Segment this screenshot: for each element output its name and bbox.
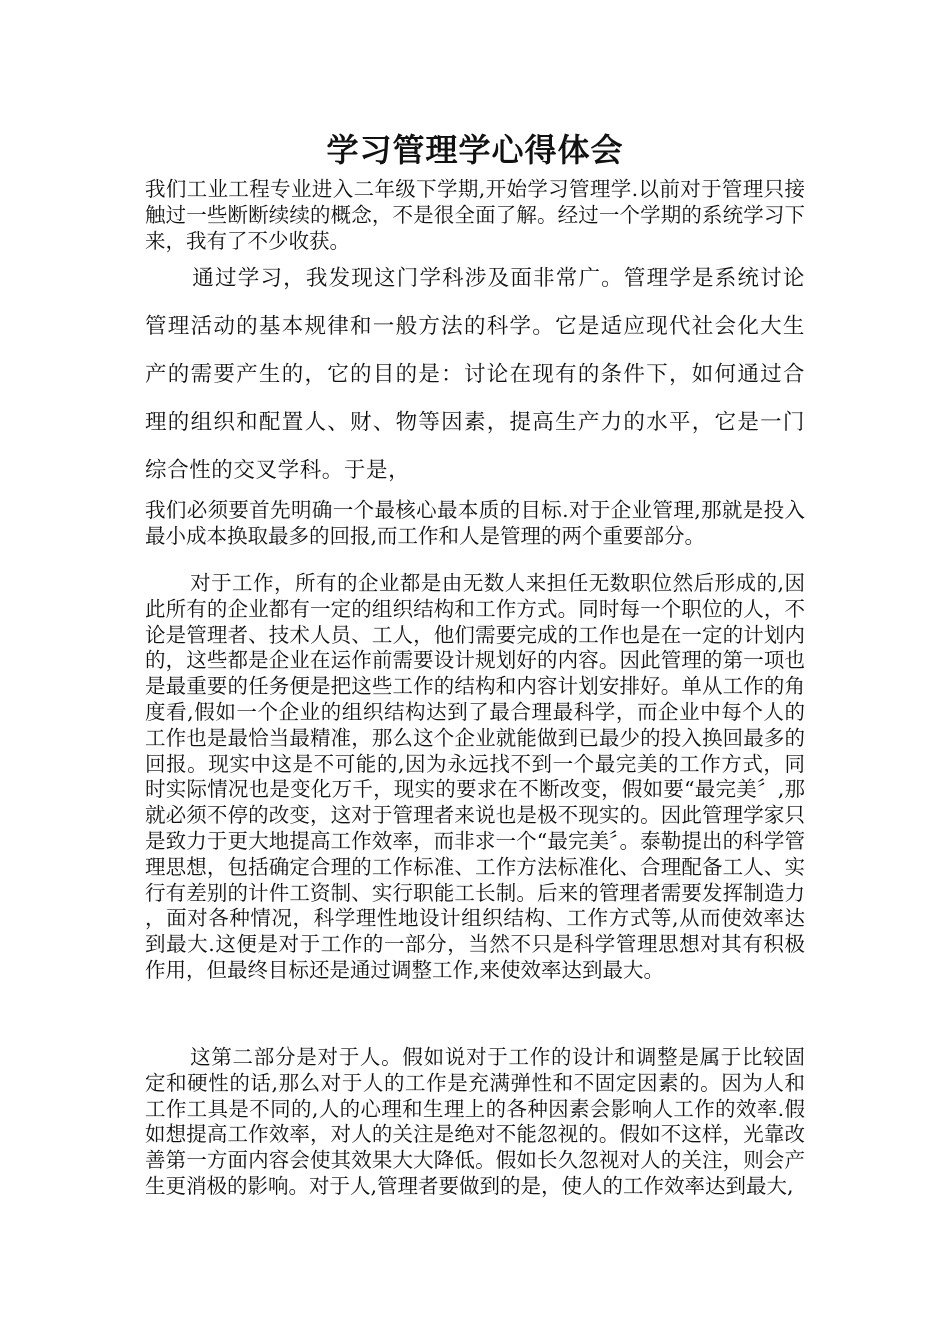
- document-title: 学习管理学心得体会: [326, 131, 624, 169]
- paragraph-intro: 我们工业工程专业进入二年级下学期,开始学习管理学.以前对于管理只接触过一些断断续续的概念，不是很全面了解。经过一个学期的系统学习下来，我有了不少收获。: [145, 177, 805, 253]
- paragraph-discipline-scope: 通过学习，我发现这门学科涉及面非常广。管理学是系统讨论管理活动的基本规律和一般方法的科学。它是适应现代社会化大生产的需要产生的，它的目的是：讨论在现有的条件下，如何通过合理的组织和配置人、财、物等因素，提高生产力的水平，它是一门综合性的交叉学科。于是，: [145, 266, 805, 483]
- paragraph-work: 对于工作，所有的企业都是由无数人来担任无数职位然后形成的,因此所有的企业都有一定的组织结构和工作方式。同时每一个职位的人，不论是管理者、技术人员、工人，他们需要完成的工作也是在一定的计划内的，这些都是企业在运作前需要设计规划好的内容。因此管理的第一项也是最重要的任务便是把这些工作的结构和内容计划安排好。单从工作的角度看,假如一个企业的组织结构达到了最合理最科学，而企业中每个人的工作也是最恰当最精准，那么这个企业就能做到已最少的投入换回最多的回报。现实中这是不可能的,因为永远找不到一个最完美的工作方式，同时实际情况也是变化万千，现实的要求在不断改变，假如要“最完美〞,那就必须不停的改变，这对于管理者来说也是极不现实的。因此管理学家只是致力于更大地提高工作效率，而非求一个“最完美〞。泰勒提出的科学管理思想，包括确定合理的工作标准、工作方法标准化、合理配备工人、实行有差别的计件工资制、实行职能工长制。后来的管理者需要发挥制造力，面对各种情况，科学理性地设计组织结构、工作方式等,从而使效率达到最大.这便是对于工作的一部分，当然不只是科学管理思想对其有积极作用，但最终目标还是通过调整工作,来使效率达到最大。: [145, 571, 805, 982]
- paragraph-people: 这第二部分是对于人。假如说对于工作的设计和调整是属于比较固定和硬性的话,那么对于人的工作是充满弹性和不固定因素的。因为人和工作工具是不同的,人的心理和生理上的各种因素会影响人工作的效率.假如想提高工作效率，对人的关注是绝对不能忽视的。假如不这样，光靠改善第一方面内容会使其效果大大降低。假如长久忽视对人的关注，则会产生更消极的影响。对于人,管理者要做到的是，使人的工作效率达到最大,: [145, 1045, 805, 1198]
- paragraph-core-goal: 我们必须要首先明确一个最核心最本质的目标.对于企业管理,那就是投入最小成本换取最多的回报,而工作和人是管理的两个重要部分。: [145, 498, 805, 548]
